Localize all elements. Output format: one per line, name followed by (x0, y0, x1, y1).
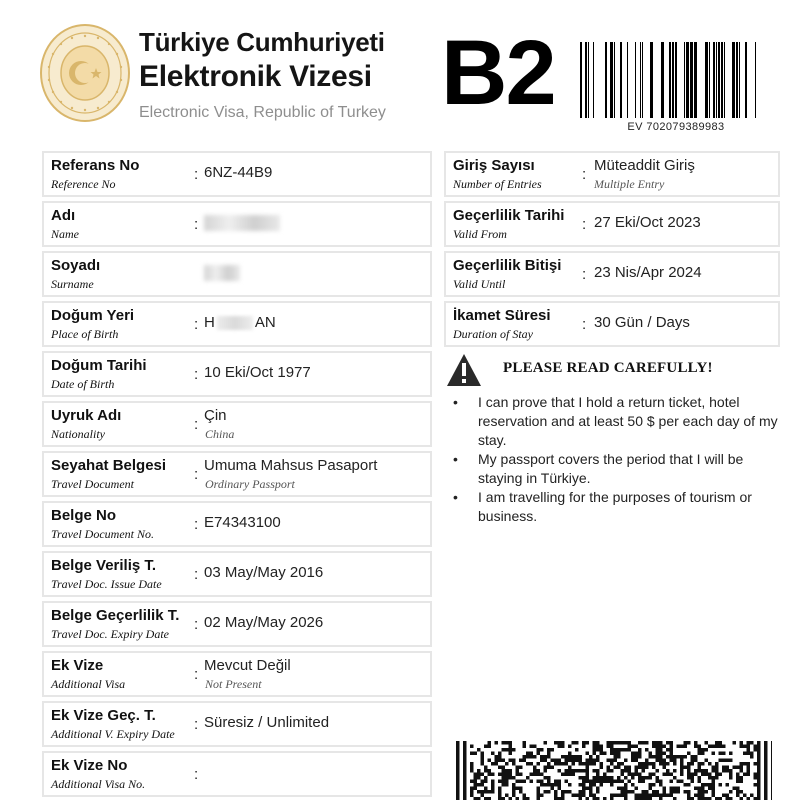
label-en: Valid Until (453, 277, 506, 291)
title-line-1: Türkiye Cumhuriyeti (139, 27, 385, 57)
row-additional-visa-expiry (42, 701, 432, 747)
value: Müteaddit Giriş (594, 157, 695, 174)
label-en: Travel Doc. Issue Date (51, 577, 162, 591)
value-redacted (204, 214, 280, 231)
bullet: • (453, 489, 458, 505)
colon: : (582, 166, 587, 183)
row-duration-of-stay (444, 301, 780, 347)
value: Umuma Mahsus Pasaport (204, 457, 378, 474)
label-tr: Uyruk Adı (51, 407, 122, 424)
value: Çin (204, 407, 227, 424)
notice-text: I am travelling for the purposes of tourism or business. (478, 489, 752, 524)
label-tr: Adı (51, 207, 76, 224)
colon: : (194, 366, 199, 383)
title-line-2: Elektronik Vizesi (139, 60, 372, 93)
colon: : (194, 516, 199, 533)
list-item (450, 450, 782, 488)
left-info-table (42, 151, 432, 801)
value-sub: Ordinary Passport (205, 477, 295, 491)
warning-triangle-icon (446, 353, 482, 387)
row-valid-until (444, 251, 780, 297)
label-en: Name (51, 227, 79, 241)
label-en: Duration of Stay (453, 327, 533, 341)
label-tr: Belge Geçerlilik T. (51, 607, 180, 624)
row-place-of-birth (42, 301, 432, 347)
label-en: Travel Document (51, 477, 134, 491)
label-tr: Giriş Sayısı (453, 157, 535, 174)
label-en: Reference No (51, 177, 116, 191)
label-tr: Belge No (51, 507, 117, 524)
label-tr: Ek Vize No (51, 757, 128, 774)
row-valid-from (444, 201, 780, 247)
row-reference-no (42, 151, 432, 197)
colon: : (194, 716, 199, 733)
list-item (450, 393, 782, 450)
label-tr: İkamet Süresi (453, 307, 551, 324)
label-en: Travel Document No. (51, 527, 154, 541)
value: 27 Eki/Oct 2023 (594, 214, 701, 231)
label-en: Nationality (51, 427, 105, 441)
label-tr: Referans No (51, 157, 140, 174)
value: 6NZ-44B9 (204, 164, 273, 181)
row-date-of-birth (42, 351, 432, 397)
value-start: H (204, 314, 215, 331)
notice-text: My passport covers the period that I will be staying in Türkiye. (478, 451, 744, 486)
turkish-mfa-seal-icon (40, 24, 130, 122)
label-en: Additional Visa (51, 677, 126, 691)
value-sub: China (205, 427, 235, 441)
barcode-number: EV 702079389983 (627, 121, 725, 133)
row-nationality (42, 401, 432, 447)
value: E74343100 (204, 514, 281, 531)
colon: : (194, 616, 199, 633)
value: Mevcut Değil (204, 657, 291, 674)
value: Süresiz / Unlimited (204, 714, 330, 731)
label-tr: Belge Veriliş T. (51, 557, 157, 574)
colon: : (194, 316, 199, 333)
label-tr: Ek Vize Geç. T. (51, 707, 156, 724)
label-en: Number of Entries (453, 177, 542, 191)
value: 02 May/May 2026 (204, 614, 324, 631)
label-tr: Doğum Yeri (51, 307, 135, 324)
colon: : (194, 766, 199, 783)
colon: : (194, 666, 199, 683)
value-end: AN (254, 314, 276, 331)
row-surname (42, 251, 432, 297)
colon: : (194, 416, 199, 433)
bullet: • (453, 394, 458, 410)
label-en: Place of Birth (51, 327, 119, 341)
label-tr: Geçerlilik Tarihi (453, 207, 565, 224)
right-info-table (444, 151, 780, 351)
row-issue-date (42, 551, 432, 597)
redaction-blur (217, 316, 253, 330)
label-tr: Doğum Tarihi (51, 357, 147, 374)
label-en: Additional V. Expiry Date (51, 727, 175, 741)
label-en: Date of Birth (51, 377, 115, 391)
colon: : (582, 216, 587, 233)
value-sub: Multiple Entry (594, 177, 665, 191)
notice-list (450, 393, 782, 526)
label-tr: Geçerlilik Bitişi (453, 257, 562, 274)
row-additional-visa-no (42, 751, 432, 797)
value: 23 Nis/Apr 2024 (594, 264, 702, 281)
barcode-icon (580, 42, 772, 118)
colon: : (194, 166, 199, 183)
redaction-blur (204, 215, 280, 231)
colon: : (194, 566, 199, 583)
label-en: Additional Visa No. (51, 777, 146, 791)
colon: : (194, 466, 199, 483)
label-tr: Soyadı (51, 257, 101, 274)
subtitle: Electronic Visa, Republic of Turkey (139, 104, 386, 121)
notice-text: I can prove that I hold a return ticket, hotel reservation and at least 50 $ per each day of my stay. (478, 394, 778, 448)
redaction-blur (204, 265, 240, 281)
label-en: Travel Doc. Expiry Date (51, 627, 169, 641)
notice-title: PLEASE READ CAREFULLY! (503, 360, 713, 376)
row-travel-document-no (42, 501, 432, 547)
value: 03 May/May 2016 (204, 564, 324, 581)
row-name (42, 201, 432, 247)
colon: : (194, 216, 199, 233)
label-tr: Ek Vize (51, 657, 104, 674)
value-partially-redacted (204, 314, 276, 331)
colon: : (582, 316, 587, 333)
qr-code-icon (456, 741, 772, 800)
value-redacted (204, 264, 240, 281)
bullet: • (453, 451, 458, 467)
label-en: Surname (51, 277, 94, 291)
row-additional-visa (42, 651, 432, 697)
list-item (450, 488, 782, 526)
row-travel-document (42, 451, 432, 497)
value: 10 Eki/Oct 1977 (204, 364, 311, 381)
value-sub: Not Present (205, 677, 262, 691)
colon: : (582, 266, 587, 283)
label-tr: Seyahat Belgesi (51, 457, 167, 474)
value: 30 Gün / Days (594, 314, 690, 331)
visa-type-code: B2 (441, 22, 555, 124)
label-en: Valid From (453, 227, 507, 241)
row-number-of-entries (444, 151, 780, 197)
row-expiry-date (42, 601, 432, 647)
